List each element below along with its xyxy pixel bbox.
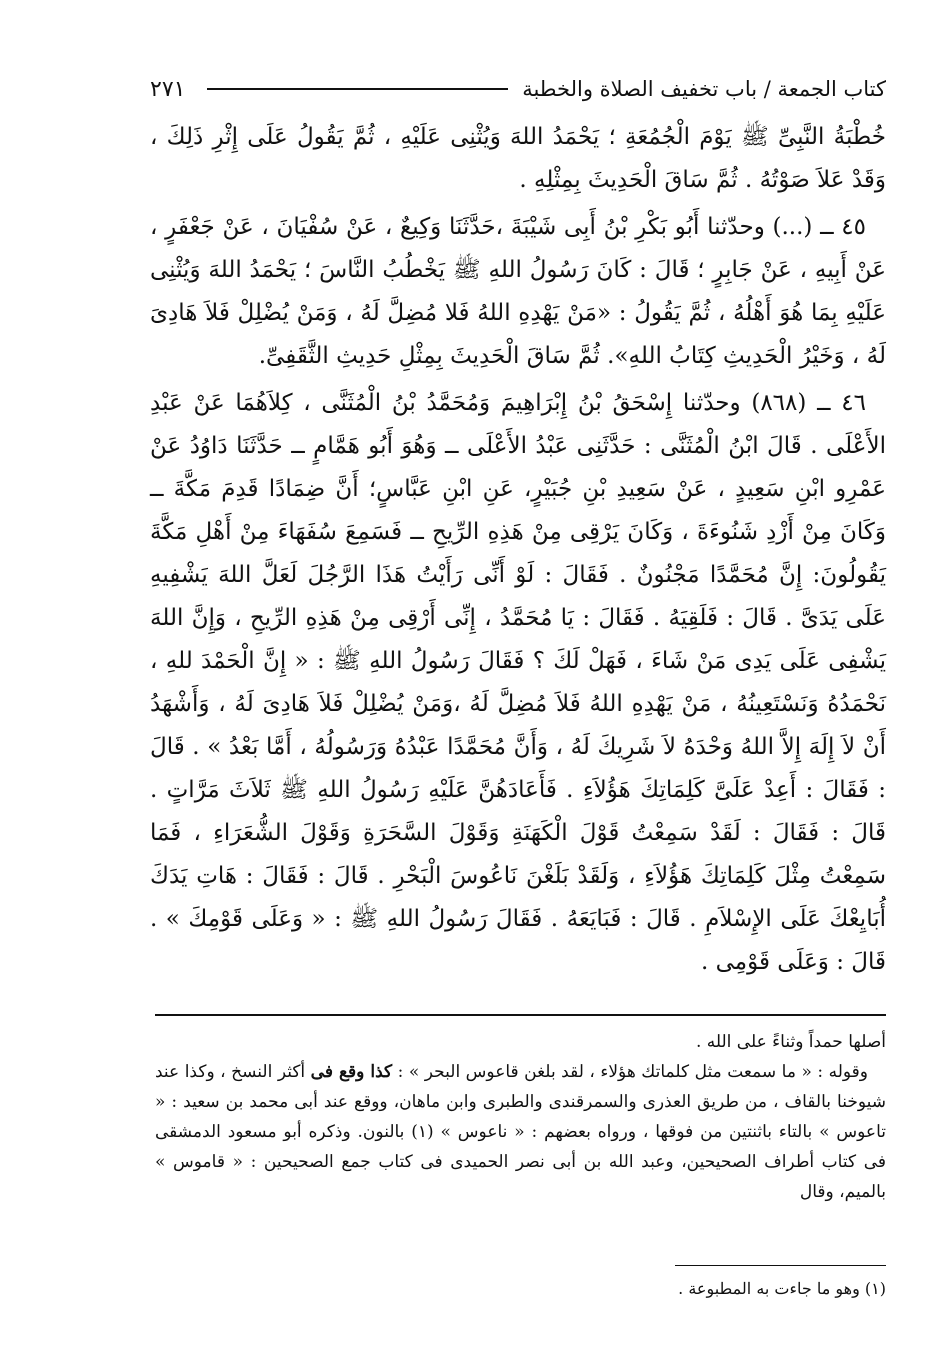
running-title: كتاب الجمعة / باب تخفيف الصلاة والخطبة [522, 77, 886, 101]
page-header [150, 72, 886, 106]
footnote: (١) وهو ما جاءت به المطبوعة . [678, 1279, 886, 1298]
commentary-bold-phrase: كذا وقع فى [310, 1062, 393, 1082]
commentary-separator [155, 1014, 886, 1016]
main-text [150, 116, 886, 988]
commentary-line-1: أصلها حمداً وثناءً على الله . [695, 1032, 886, 1052]
hadith-continuation: خُطْبَةُ النَّبِىِّ ﷺ يَوْمَ الْجُمُعَةِ ؛ يَحْمَدُ اللهَ وَيُثْنِى عَلَيْهِ ، ثُمَّ يَقُولُ عَلَى إِثْرِ ذَلِكَ ، وَقَدْ عَلاَ صَوْتُهُ . ثُمَّ سَاقَ الْحَدِيثَ بِمِثْلِهِ . [150, 124, 886, 193]
hadith-45: ٤٥ ــ (...) وحدّثنا أَبُو بَكْرِ بْنُ أَبِى شَيْبَةَ ،حَدَّثَنَا وَكِيعٌ ، عَنْ سُفْيَانَ ، عَنْ جَعْفَرٍ ، عَنْ أَبِيهِ ، عَنْ جَابِرٍ ؛ قَالَ : كَانَ رَسُولُ اللهِ ﷺ يَخْطُبُ النَّاسَ ؛ يَحْمَدُ اللهَ وَيُثْنِى عَلَيْهِ بِمَا هُوَ أَهْلُهُ ، ثُمَّ يَقُولُ : «مَنْ يَهْدِهِ اللهُ فَلا مُضِلَّ لَهُ ، وَمَنْ يُضْلِلْ فَلاَ هَادِىَ لَهُ ، وَخَيْرُ الْحَدِيثِ كِتَابُ اللهِ». ثُمَّ سَاقَ الْحَدِيثَ بِمِثْلِ حَدِيثِ الثَّقَفِىِّ. [150, 214, 886, 369]
footnote-separator [675, 1265, 886, 1266]
commentary-body: أكثر النسخ ، وكذا عند شيوخنا بالقاف ، من طريق العذرى والسمرقندى والطبرى وابن ماهان، ووقع عند أبى محمد بن سعيد : « تاعوس » بالتاء باثنتين من فوقها ، ورواه بعضهم : « ناعوس » (١) بالنون. وذكره أبو مسعود الدمشقى فى كتاب أطراف الصحيحين، وعبد الله بن أبى نصر الحميدى فى كتاب جمع الصحيحين : « قاموس » بالميم، وقال [155, 1062, 886, 1202]
page-number: ٢٧١ [150, 76, 186, 102]
hadith-46: ٤٦ ــ (٨٦٨) وحدّثنا إِسْحَقُ بْنُ إِبْرَاهِيمَ وَمُحَمَّدُ بْنُ الْمُثَنَّى ، كِلاَهُمَا عَنْ عَبْدِ الأَعْلَى . قَالَ ابْنُ الْمُثَنَّى : حَدَّثَنِى عَبْدُ الأَعْلَى ــ وَهُوَ أَبُو هَمَّامٍ ــ حَدَّثَنَا دَاوُدُ عَنْ عَمْرِو ابْنِ سَعِيدٍ ، عَنْ سَعِيدِ بْنِ جُبَيْرٍ، عَنِ ابْنِ عَبَّاسٍ؛ أَنَّ ضِمَادًا قَدِمَ مَكَّةَ ــ وَكَانَ مِنْ أَزْدِ شَنُوءَةَ ، وَكَانَ يَرْقِى مِنْ هَذِهِ الرِّيحِ ــ فَسَمِعَ سُفَهَاءَ مِنْ أَهْلِ مَكَّةَ يَقُولُونَ: إِنَّ مُحَمَّدًا مَجْنُونٌ . فَقَالَ : لَوْ أَنِّى رَأَيْتُ هَذَا الرَّجُلَ لَعَلَّ اللهَ يَشْفِيهِ عَلَى يَدَىَّ . قَالَ : فَلَقِيَهُ . فَقَالَ : يَا مُحَمَّدُ ، إِنِّى أَرْقِى مِنْ هَذِهِ الرِّيحِ ، وَإِنَّ اللهَ يَشْفِى عَلَى يَدِى مَنْ شَاءَ ، فَهَلْ لَكَ ؟ فَقَالَ رَسُولُ اللهِ ﷺ : « إِنَّ الْحَمْدَ للهِ ، نَحْمَدُهُ وَنَسْتَعِينُهُ ، مَنْ يَهْدِهِ اللهُ فَلاَ مُضِلَّ لَهُ ،وَمَنْ يُضْلِلْ فَلاَ هَادِىَ لَهُ ، وَأَشْهَدُ أَنْ لاَ إِلَهَ إِلاَّ اللهُ وَحْدَهُ لاَ شَرِيكَ لَهُ ، وَأَنَّ مُحَمَّدًا عَبْدُهُ وَرَسُولُهُ ، أَمَّا بَعْدُ » . قَالَ : فَقَالَ : أَعِدْ عَلَىَّ كَلِمَاتِكَ هَؤُلاَءِ . فَأَعَادَهُنَّ عَلَيْهِ رَسُولُ اللهِ ﷺ ثَلاَثَ مَرَّاتٍ . قَالَ : فَقَالَ : لَقَدْ سَمِعْتُ قَوْلَ الْكَهَنَةِ وَقَوْلَ السَّحَرَةِ وَقَوْلَ الشُّعَرَاءِ ، فَمَا سَمِعْتُ مِثْلَ كَلِمَاتِكَ هَؤُلاَءِ ، وَلَقَدْ بَلَغْنَ نَاعُوسَ الْبَحْرِ . قَالَ : فَقَالَ : هَاتِ يَدَكَ أُبَايِعْكَ عَلَى الإِسْلاَمِ . قَالَ : فَبَايَعَهُ . فَقَالَ رَسُولُ اللهِ ﷺ : « وَعَلَى قَوْمِكَ » . قَالَ : وَعَلَى قَوْمِى . [150, 390, 886, 975]
commentary-lead: وقوله : « ما سمعت مثل كلماتك هؤلاء ، لقد بلغن قاعوس البحر » : [397, 1062, 869, 1082]
commentary-paragraph [155, 1057, 886, 1207]
header-rule [207, 88, 508, 90]
commentary [155, 1027, 886, 1207]
